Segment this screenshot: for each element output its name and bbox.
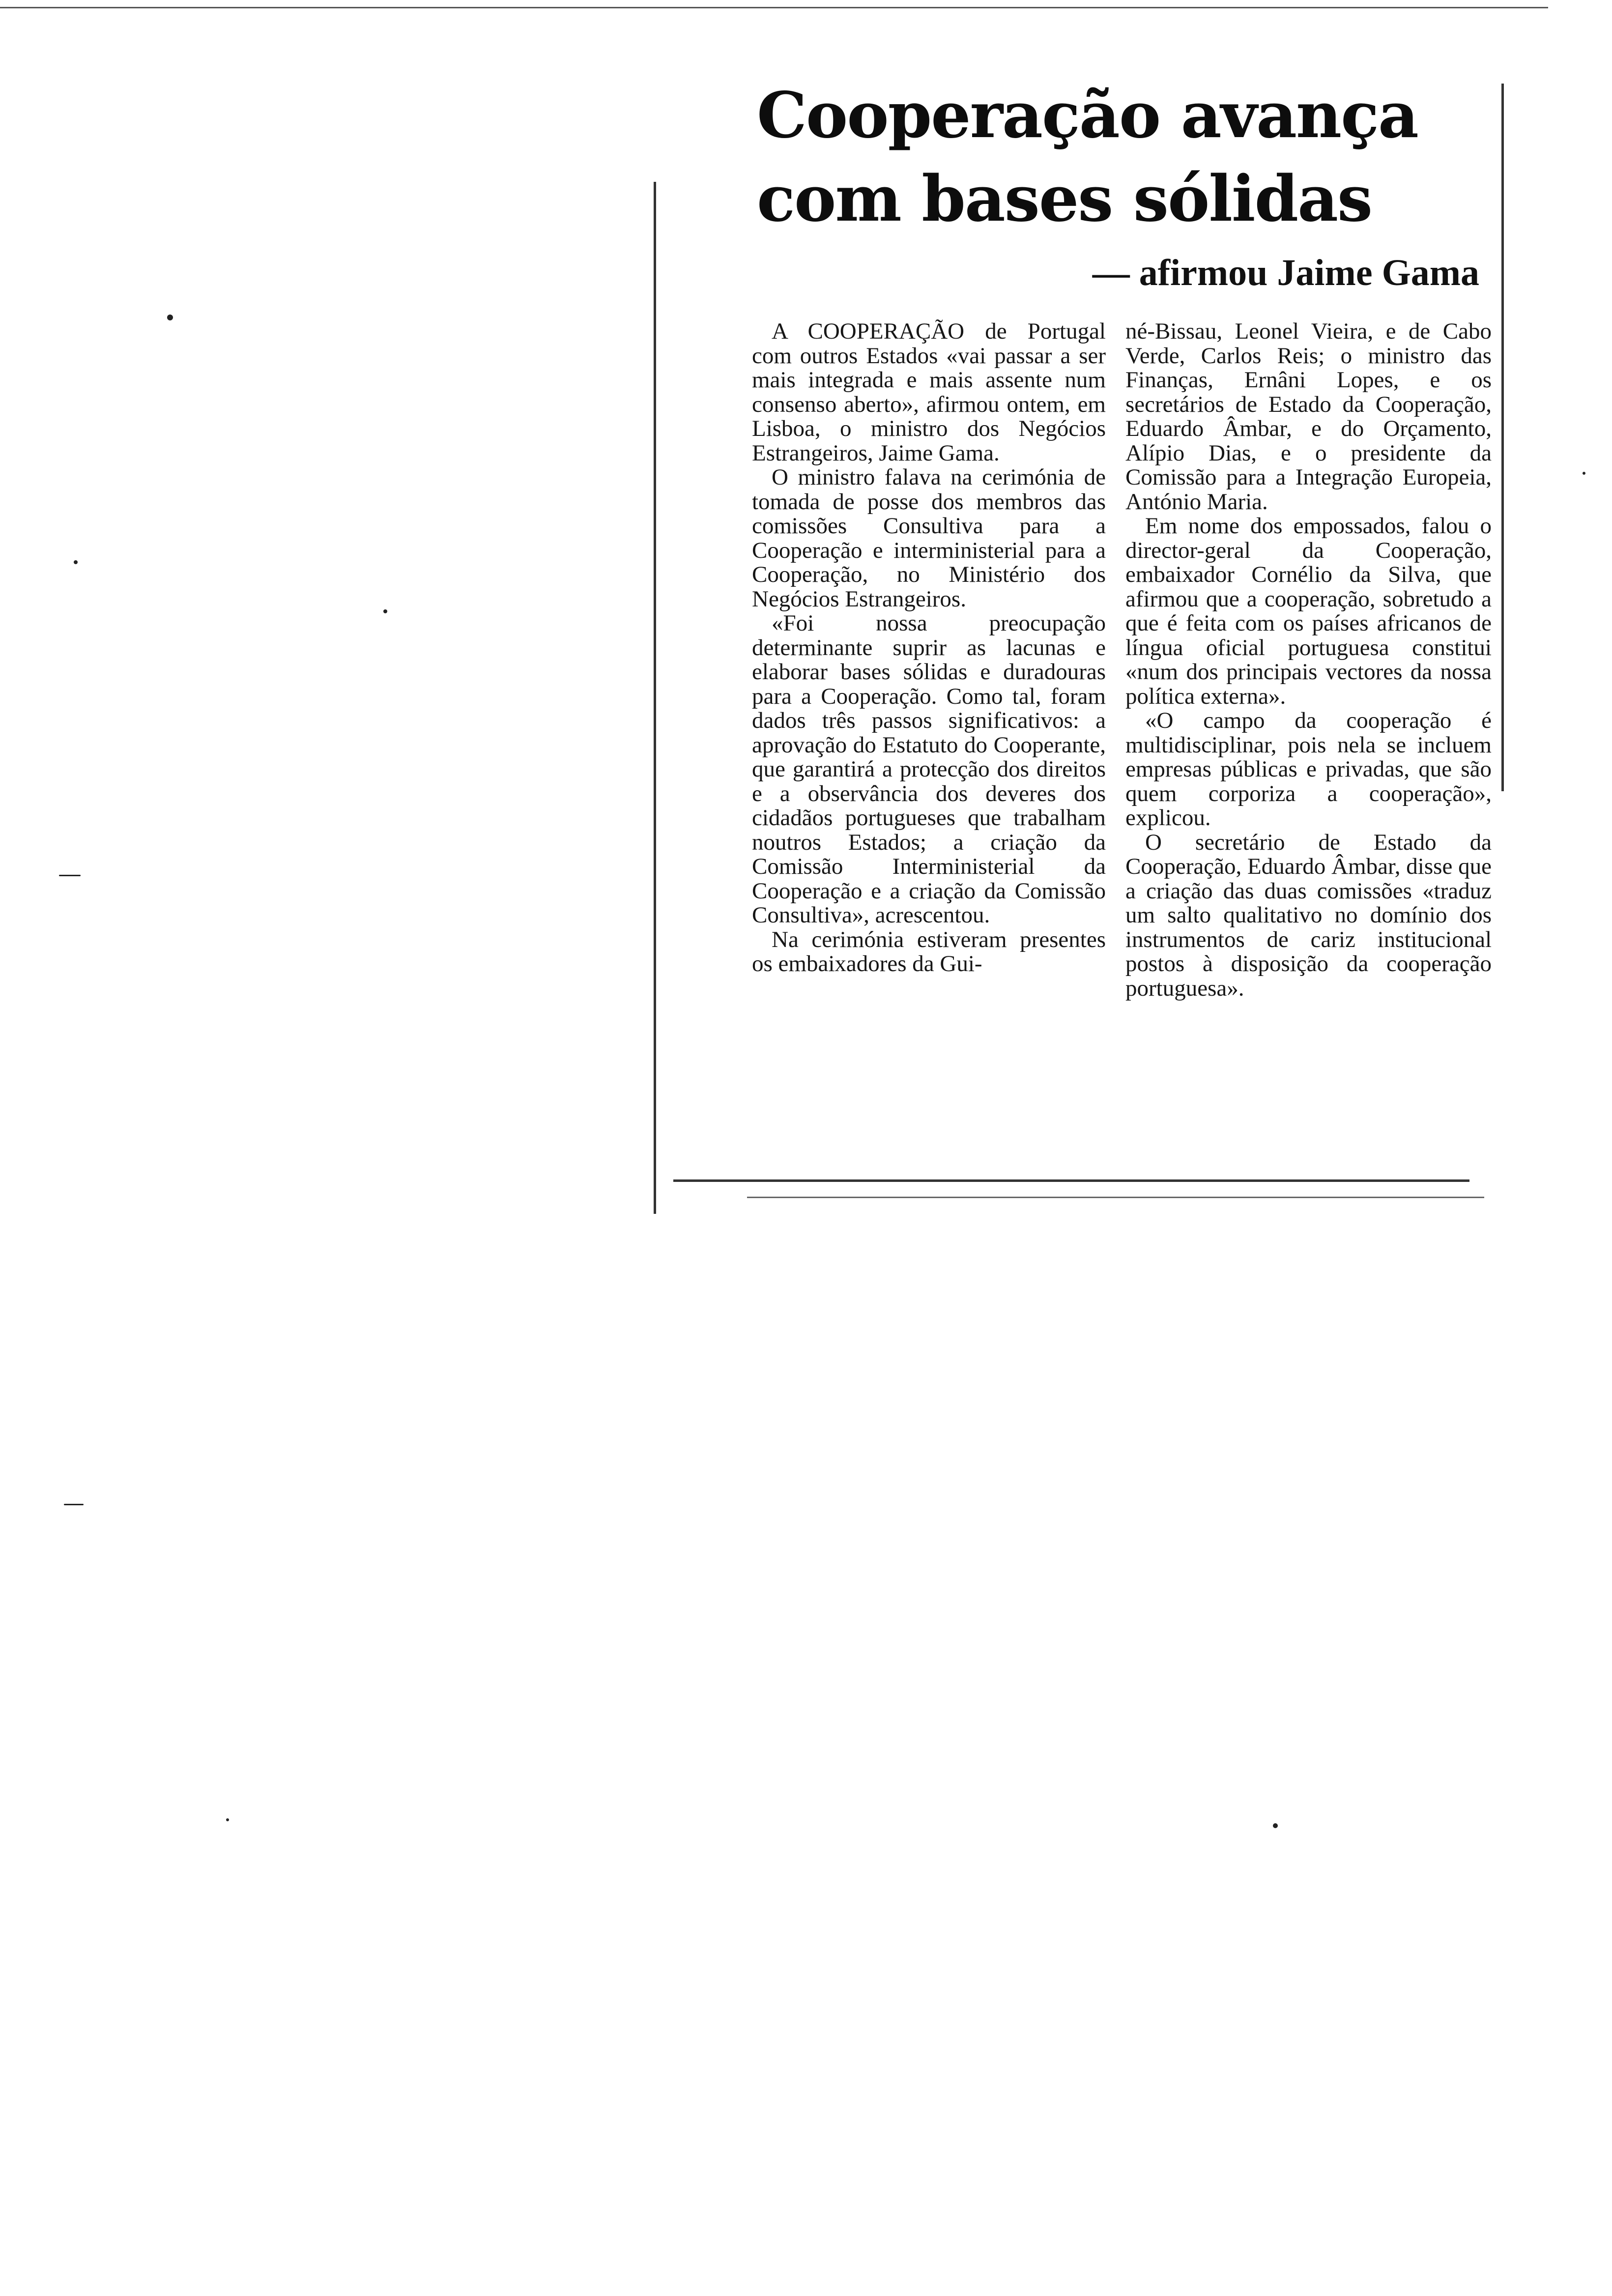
paragraph: Na cerimónia estiveram presentes os embaixadores da Gui- <box>752 926 1106 976</box>
newspaper-clipping <box>659 54 1494 1214</box>
subheadline: — afirmou Jaime Gama <box>1092 252 1479 293</box>
headline-line-2: com bases sólidas <box>757 162 1372 236</box>
paragraph: Em nome dos empossados, falou o director-geral da Cooperação, embaixador Cornélio da Silva, que afirmou que a cooperação, sobretudo a que é feita com os países africanos de língua oficial portuguesa constitui «num dos principais vectores da nossa política externa». <box>1125 513 1492 709</box>
clipping-border-bottom-secondary <box>747 1197 1484 1198</box>
paragraph: O secretário de Estado da Cooperação, Eduardo Âmbar, disse que a criação das duas comissões «traduz um salto qualitativo no domínio dos instrumentos de cariz institucional postos à disposição da cooperação portuguesa». <box>1125 829 1492 1001</box>
scan-speck <box>383 609 387 613</box>
scan-speck <box>64 1504 84 1505</box>
paragraph-continuation: né-Bissau, Leonel Vieira, e de Cabo Verde, Carlos Reis; o ministro das Finanças, Ernâni Lopes, e os secretários de Estado da Cooperação, Eduardo Âmbar, e do Orçamento, Alípio Dias, e o presidente da Comissão para a Integração Europeia, António Maria. <box>1125 318 1492 515</box>
scan-speck <box>1273 1823 1278 1828</box>
clipping-border-left <box>654 182 656 1214</box>
scan-speck <box>226 1818 229 1821</box>
scan-speck <box>59 875 81 876</box>
scan-speck <box>167 315 173 320</box>
scan-speck <box>74 560 78 564</box>
paragraph: «Foi nossa preocupação determinante suprir as lacunas e elaborar bases sólidas e duradouras para a Cooperação. Como tal, foram dados três passos significativos: a aprovação do Estatuto do Cooperante, que garantirá a protecção dos direitos e a observância dos deveres dos cidadãos portugueses que trabalham noutros Estados; a criação da Comissão Interministerial da Cooperação e a criação da Comissão Consultiva», acrescentou. <box>752 610 1106 928</box>
headline <box>757 74 1455 241</box>
paragraph: O ministro falava na cerimónia de tomada de posse dos membros das comissões Consultiva para a Cooperação e interministerial para a Cooperação, no Ministério dos Negócios Estrangeiros. <box>752 464 1106 612</box>
article-column-left <box>752 319 1106 976</box>
paragraph: A COOPERAÇÃO de Portugal com outros Estados «vai passar a ser mais integrada e mais assente num consenso aberto», afirmou ontem, em Lisboa, o ministro dos Negócios Estrangeiros, Jaime Gama. <box>752 318 1106 466</box>
clipping-border-right <box>1501 84 1504 791</box>
article-column-right <box>1125 319 1492 1001</box>
clipping-border-bottom <box>673 1179 1469 1182</box>
scan-speck <box>1583 472 1585 475</box>
paragraph: «O campo da cooperação é multidisciplinar, pois nela se incluem empresas públicas e privadas, que são quem corporiza a cooperação», explicou. <box>1125 708 1492 831</box>
headline-line-1: Cooperação avança <box>757 79 1418 152</box>
scan-top-edge <box>0 7 1548 8</box>
